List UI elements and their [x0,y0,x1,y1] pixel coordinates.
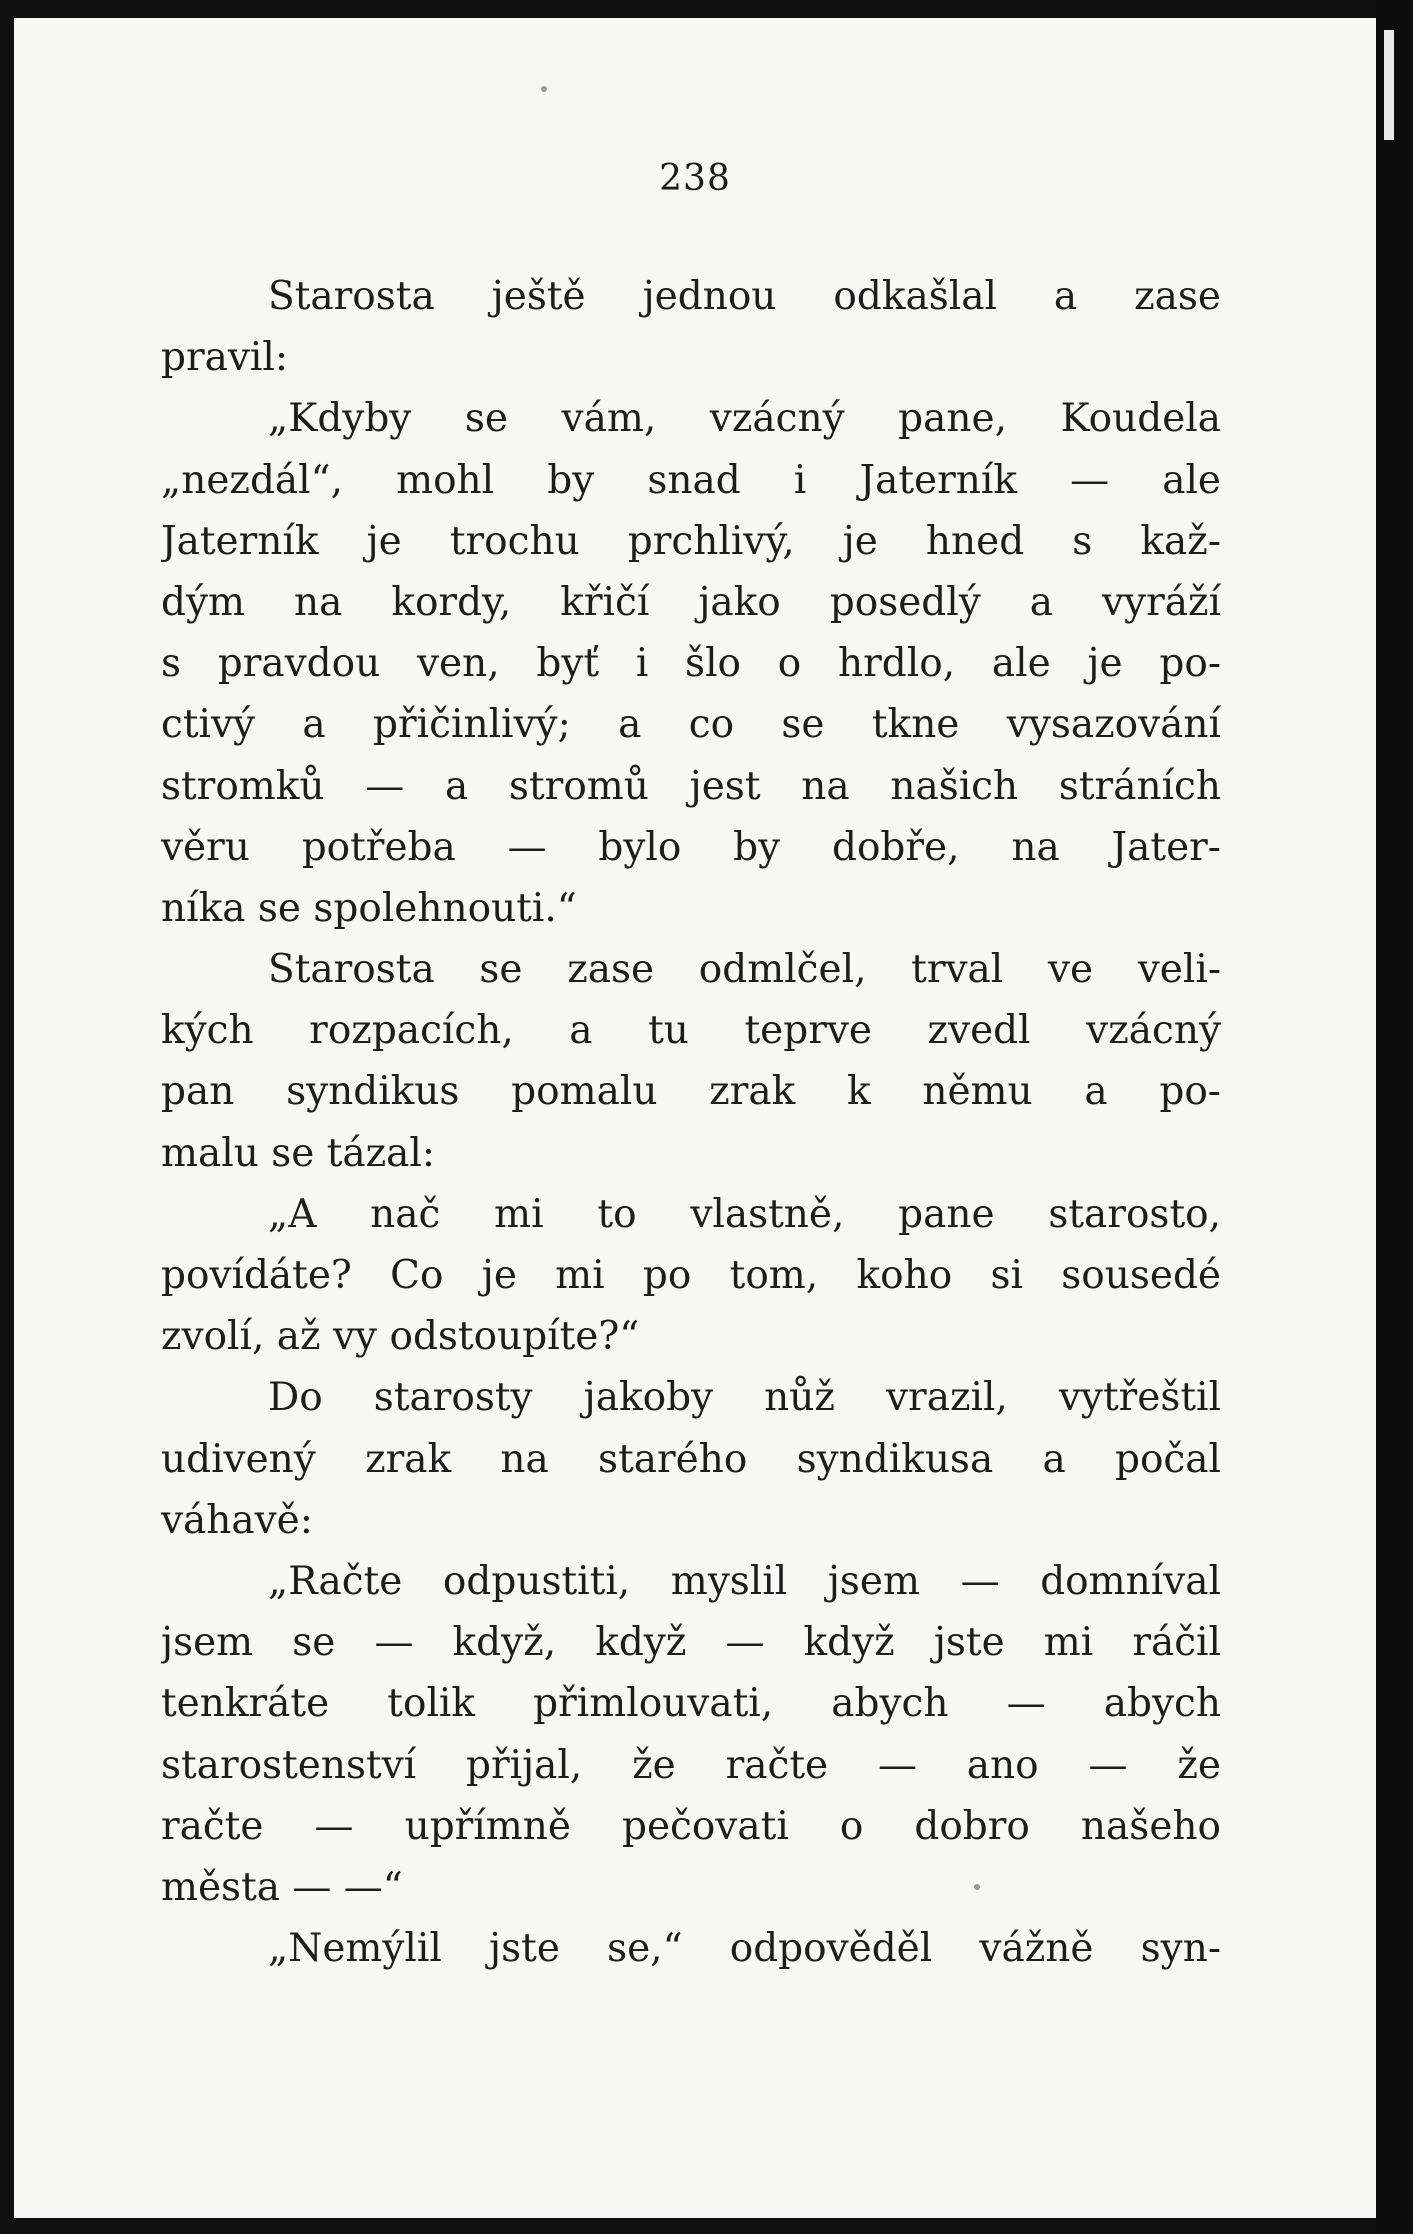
text-line: „nezdál“, mohl by snad i Jaterník — ale [161,457,1221,503]
text-line: zvolí, až vy odstoupíte?“ [161,1314,640,1360]
text-line: „A nač mi to vlastně, pane starosto, [268,1191,1221,1237]
page-edge-right [1376,0,1413,2234]
text-line: račte — upřímně pečovati o dobro našeho [161,1803,1221,1849]
text-line: níka se spolehnouti.“ [161,885,577,931]
text-line: „Kdyby se vám, vzácný pane, Koudela [268,396,1221,442]
text-line: kých rozpacích, a tu teprve zvedl vzácný [161,1008,1221,1054]
text-line: ctivý a přičinlivý; a co se tkne vysazování [161,702,1221,748]
text-line: s pravdou ven, byť i šlo o hrdlo, ale je po- [161,641,1221,687]
text-line: stromků — a stromů jest na našich stráních [161,763,1221,809]
text-line: „Nemýlil jste se,“ odpověděl vážně syn- [268,1926,1221,1972]
body-text [161,266,1221,1979]
text-line: Jaterník je trochu prchlivý, je hned s kaž- [161,518,1221,564]
text-line: „Račte odpustiti, myslil jsem — domníval [268,1558,1221,1604]
text-line: jsem se — když, když — když jste mi ráčil [161,1620,1221,1666]
text-line: Do starosty jakoby nůž vrazil, vytřeštil [268,1375,1221,1421]
paper-speck [541,86,547,92]
text-line: Starosta ještě jednou odkašlal a zase [268,274,1221,319]
text-line: malu se tázal: [161,1130,436,1176]
text-line: starostenství přijal, že račte — ano — že [161,1742,1221,1788]
page-number: 238 [659,158,731,199]
book-page [14,18,1376,2218]
text-line: váhavě: [161,1497,313,1543]
page-edge-highlight [1384,30,1394,140]
text-line: věru potřeba — bylo by dobře, na Jater- [161,824,1221,870]
text-line: města — —“ [161,1864,403,1910]
text-line: pravil: [161,335,288,381]
text-line: povídáte? Co je mi po tom, koho si sousedé [161,1253,1221,1298]
text-line: tenkráte tolik přimlouvati, abych — abych [161,1681,1221,1727]
text-line: dým na kordy, křičí jako posedlý a vyráží [161,579,1221,625]
text-line: udivený zrak na starého syndikusa a počal [161,1436,1221,1482]
text-line: pan syndikus pomalu zrak k němu a po- [161,1069,1221,1115]
text-line: Starosta se zase odmlčel, trval ve veli- [268,947,1221,993]
